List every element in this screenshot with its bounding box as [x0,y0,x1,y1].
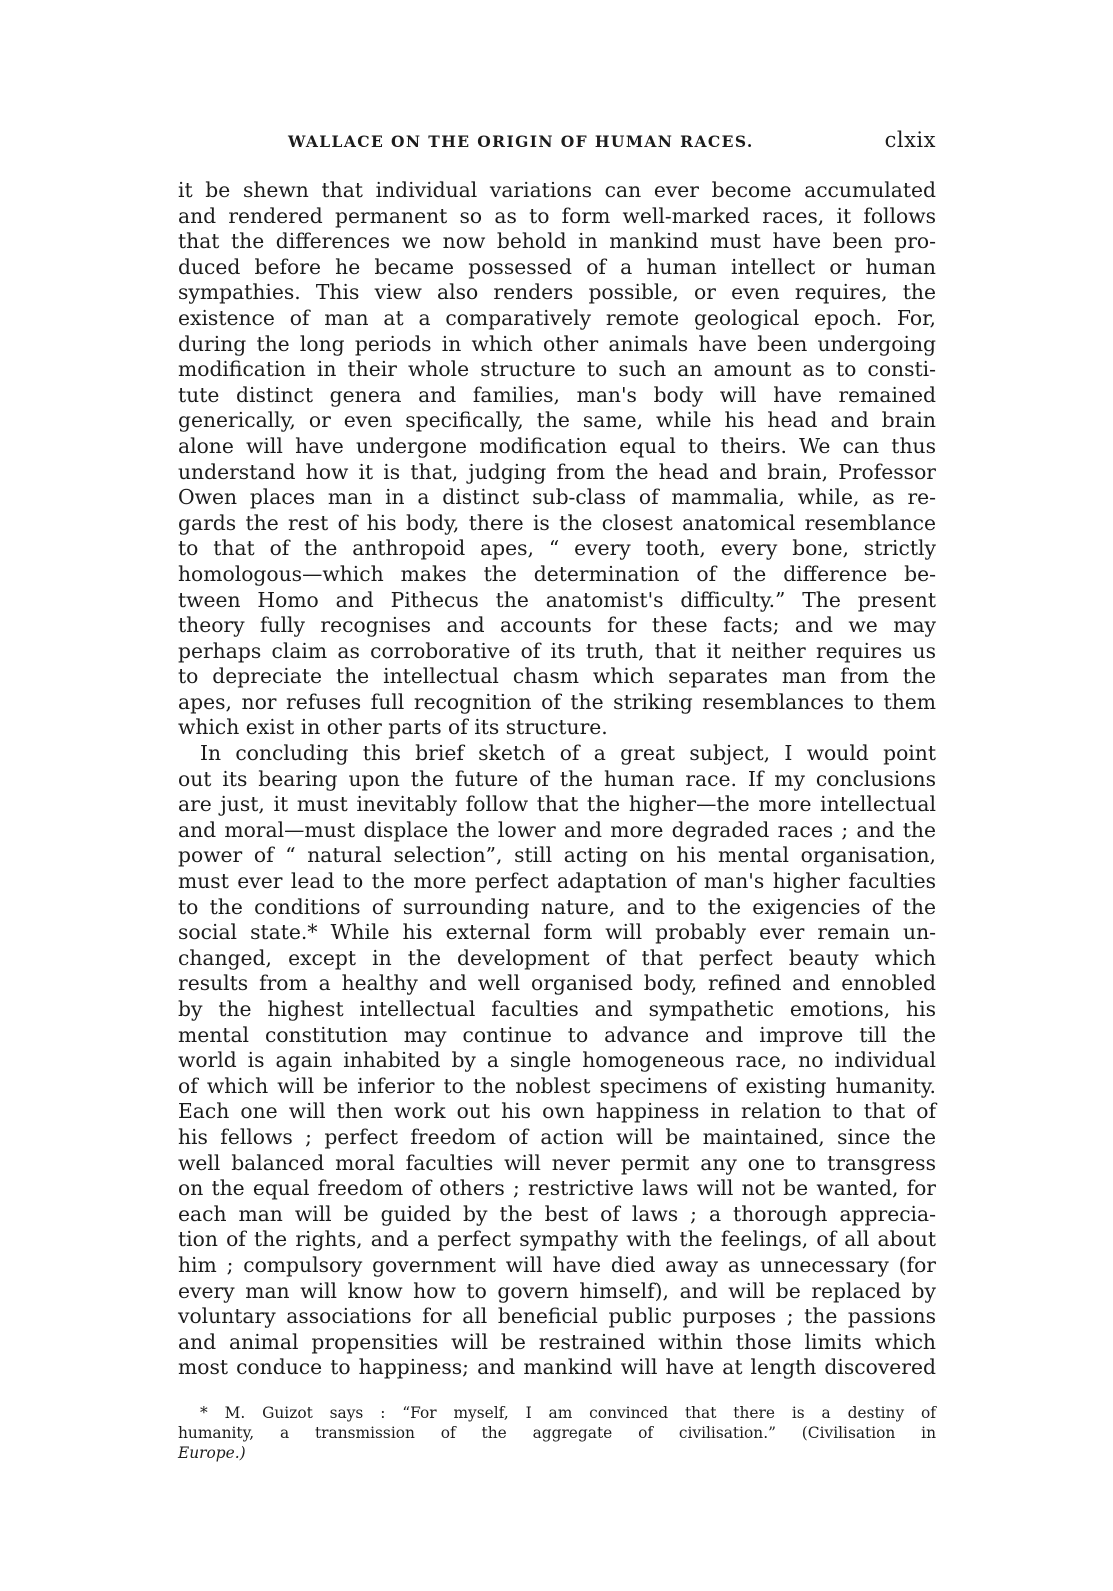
text-line: Each one will then work out his own happiness in relation to that of [178,1099,936,1124]
text-line: on the equal freedom of others ; restrictive laws will not be wanted, for [178,1176,936,1201]
text-line: to the conditions of surrounding nature, and to the exigencies of the [178,894,936,919]
paragraph-start-line: In concluding this brief sketch of a great subject, I would point [200,741,936,766]
text-line: existence of man at a comparatively remote geological epoch. For, [178,305,936,330]
text-line: well balanced moral faculties will never permit any one to transgress [178,1150,936,1175]
text-line: homologous—which makes the determination of the difference be- [178,561,936,586]
text-line: generically, or even specifically, the same, while his head and brain [178,408,936,433]
text-line: theory fully recognises and accounts for these facts; and we may [178,613,936,638]
text-line: during the long periods in which other animals have been undergoing [178,331,936,356]
text-line: modification in their whole structure to such an amount as to consti- [178,357,936,382]
paragraph-end-line: which exist in other parts of its structure. [178,715,608,740]
text-line: alone will have undergone modification equal to theirs. We can thus [178,433,936,458]
text-line: most conduce to happiness; and mankind will have at length discovered [178,1355,936,1380]
body-text [178,178,936,1381]
page-number: clxix [884,128,936,152]
text-line: and moral—must displace the lower and more degraded races ; and the [178,817,936,842]
text-line: power of “ natural selection”, still acting on his mental organisation, [178,843,936,868]
text-line: him ; compulsory government will have died away as unnecessary (for [178,1252,936,1277]
text-line: gards the rest of his body, there is the closest anatomical resemblance [178,510,936,535]
text-line: mental constitution may continue to advance and improve till the [178,1022,936,1047]
text-line: every man will know how to govern himself), and will be replaced by [178,1278,936,1303]
text-line: out its bearing upon the future of the human race. If my conclusions [178,766,936,791]
text-line: changed, except in the development of that perfect beauty which [178,945,936,970]
text-line: must ever lead to the more perfect adaptation of man's higher faculties [178,869,936,894]
text-line: tween Homo and Pithecus the anatomist's difficulty.” The present [178,587,936,612]
text-line: voluntary associations for all beneficial public purposes ; the passions [178,1304,936,1329]
text-line: world is again inhabited by a single homogeneous race, no individual [178,1048,936,1073]
text-line: results from a healthy and well organised body, refined and ennobled [178,971,936,996]
text-line: understand how it is that, judging from the head and brain, Professor [178,459,936,484]
text-line: and rendered permanent so as to form well-marked races, it follows [178,203,936,228]
footnote [178,1403,936,1463]
text-line: and animal propensities will be restrained within those limits which [178,1329,936,1354]
text-line: his fellows ; perfect freedom of action will be maintained, since the [178,1124,936,1149]
text-line: that the differences we now behold in mankind must have been pro- [178,229,936,254]
footnote-line: humanity, a transmission of the aggregate of civilisation.” (Civilisation in [178,1424,936,1442]
text-line: to that of the anthropoid apes, “ every tooth, every bone, strictly [178,536,936,561]
text-line: each man will be guided by the best of laws ; a thorough apprecia- [178,1201,936,1226]
footnote-line: * M. Guizot says : “For myself, I am convinced that there is a destiny of [200,1404,936,1422]
text-line: perhaps claim as corroborative of its truth, that it neither requires us [178,638,936,663]
text-line: duced before he became possessed of a human intellect or human [178,254,936,279]
text-line: to depreciate the intellectual chasm which separates man from the [178,664,936,689]
text-line: social state.* While his external form will probably ever remain un- [178,920,936,945]
text-line: it be shewn that individual variations can ever become accumulated [178,178,936,202]
text-line: of which will be inferior to the noblest specimens of existing humanity. [178,1073,936,1098]
text-line: sympathies. This view also renders possible, or even requires, the [178,280,936,305]
text-line: apes, nor refuses full recognition of the striking resemblances to them [178,689,936,714]
text-line: tion of the rights, and a perfect sympathy with the feelings, of all about [178,1227,936,1252]
text-line: Owen places man in a distinct sub-class of mammalia, while, as re- [178,485,936,510]
text-line: by the highest intellectual faculties and sympathetic emotions, his [178,997,936,1021]
page-header [178,128,936,158]
text-line: tute distinct genera and families, man's body will have remained [178,382,936,407]
footnote-line: Europe.) [178,1444,246,1462]
text-line: are just, it must inevitably follow that the higher—the more intellectual [178,792,936,817]
running-head: WALLACE ON THE ORIGIN OF HUMAN RACES. [288,132,754,151]
